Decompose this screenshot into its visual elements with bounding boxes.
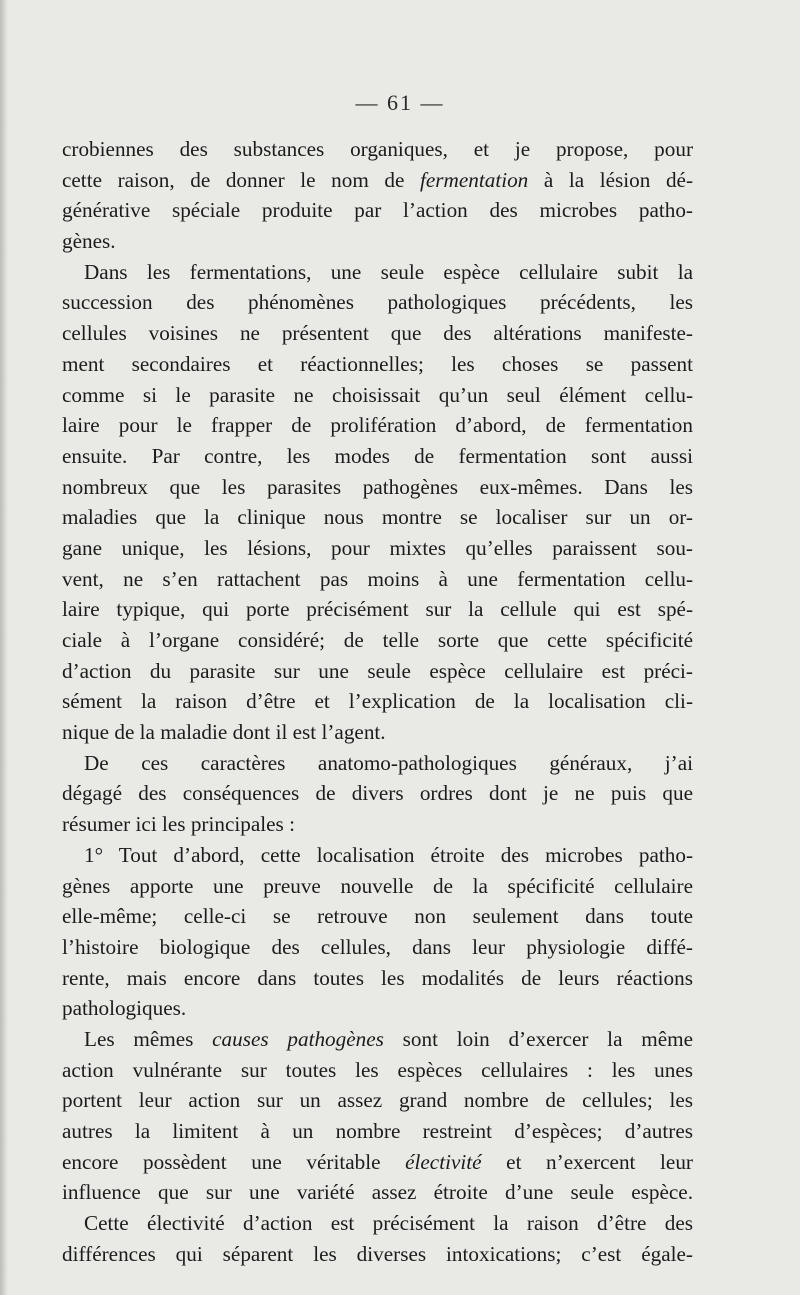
text-line: générative spéciale produite par l’action des microbes patho- <box>62 198 693 223</box>
text-line: Les mêmes causes pathogènes sont loin d’exercer la même <box>84 1026 693 1051</box>
text-line: rente, mais encore dans toutes les modalités de leurs réactions <box>62 965 693 990</box>
text-line: cellules voisines ne présentent que des altérations manifeste- <box>62 321 693 346</box>
page-number: — 61 — <box>355 90 445 115</box>
text-line: gènes apporte une preuve nouvelle de la spécificité cellulaire <box>62 873 693 898</box>
text-line: nique de la maladie dont il est l’agent. <box>62 720 386 745</box>
text-line: gènes. <box>62 229 116 254</box>
text-line: sément la raison d’être et l’explication de la localisation cli- <box>62 689 693 714</box>
text-line: elle-même; celle-ci se retrouve non seulement dans toute <box>62 904 693 929</box>
text-line: ment secondaires et réactionnelles; les choses se passent <box>62 351 693 376</box>
text-line: comme si le parasite ne choisissait qu’un seul élément cellu- <box>62 382 693 407</box>
text-line: différences qui séparent les diverses intoxications; c’est égale- <box>62 1241 693 1266</box>
italic-term: électivité <box>405 1149 482 1174</box>
text-line: autres la limitent à un nombre restreint d’espèces; d’autres <box>62 1119 693 1143</box>
text-line: ciale à l’organe considéré; de telle sorte que cette spécificité <box>62 628 693 652</box>
text-line: cette raison, de donner le nom de fermentation à la lésion dé- <box>62 167 694 192</box>
text-line: crobiennes des substances organiques, et je propose, pour <box>62 137 693 161</box>
text-line: nombreux que les parasites pathogènes eux-mêmes. Dans les <box>62 474 693 499</box>
text-line: laire pour le frapper de prolifération d’abord, de fermentation <box>62 413 693 438</box>
text-line: vent, ne s’en rattachent pas moins à une fermentation cellu- <box>62 566 693 591</box>
text-line: dégagé des conséquences de divers ordres dont je ne puis que <box>62 781 693 806</box>
text-line: 1° Tout d’abord, cette localisation étroite des microbes patho- <box>84 842 693 867</box>
text-line: succession des phénomènes pathologiques précédents, les <box>62 290 693 315</box>
text-line: portent leur action sur un assez grand nombre de cellules; les <box>62 1088 693 1113</box>
text-line: De ces caractères anatomo-pathologiques généraux, j’ai <box>84 750 693 775</box>
text-line: ensuite. Par contre, les modes de fermentation sont aussi <box>62 443 693 468</box>
text-line: d’action du parasite sur une seule espèce cellulaire est préci- <box>62 658 693 683</box>
text-line: encore possèdent une véritable électivité et n’exercent leur <box>62 1149 693 1174</box>
text-line: maladies que la clinique nous montre se localiser sur un or- <box>62 505 693 530</box>
text-line: pathologiques. <box>62 996 187 1021</box>
text-line: action vulnérante sur toutes les espèces cellulaires : les unes <box>62 1057 693 1082</box>
text-line: Cette électivité d’action est précisément la raison d’être des <box>84 1211 693 1236</box>
italic-term: fermentation <box>420 167 529 192</box>
text-line: gane unique, les lésions, pour mixtes qu’elles paraissent sou- <box>62 535 693 560</box>
text-line: résumer ici les principales : <box>62 812 295 837</box>
text-line: l’histoire biologique des cellules, dans leur physiologie diffé- <box>62 934 693 959</box>
italic-term: causes pathogènes <box>212 1026 384 1051</box>
text-line: influence que sur une variété assez étroite d’une seule espèce. <box>62 1180 693 1205</box>
text-line: Dans les fermentations, une seule espèce cellulaire subit la <box>84 259 693 284</box>
text-line: laire typique, qui porte précisément sur la cellule qui est spé- <box>62 597 693 622</box>
body-text <box>62 134 693 1269</box>
